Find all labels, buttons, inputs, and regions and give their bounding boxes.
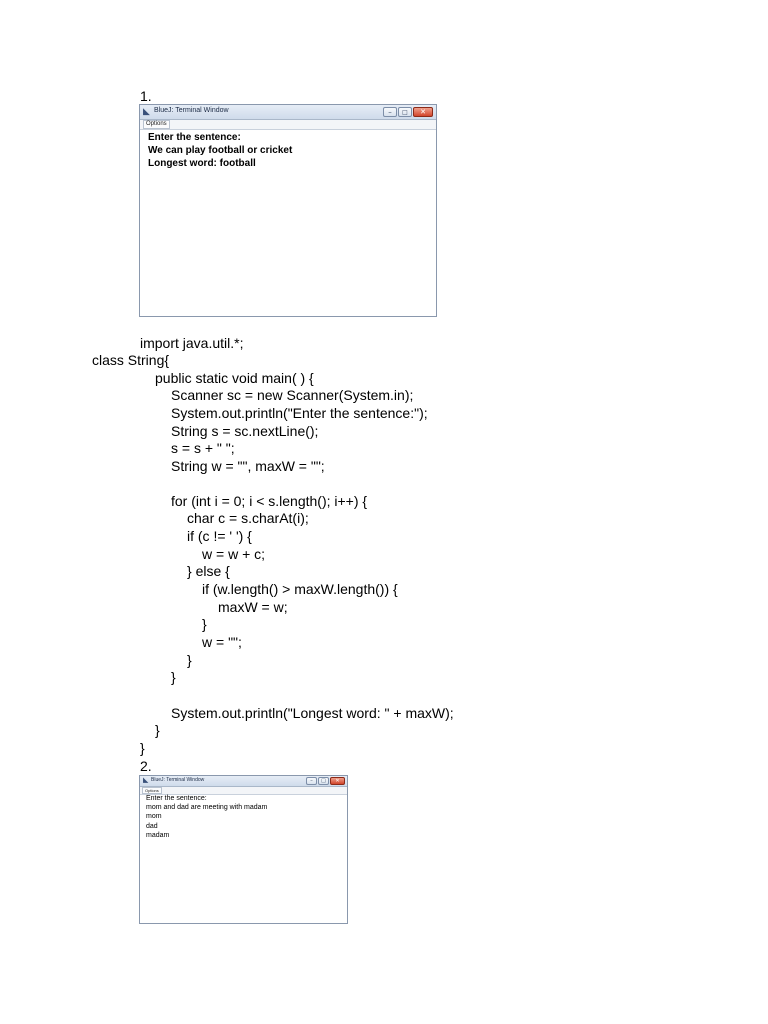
- output-line: Enter the sentence:: [146, 795, 207, 802]
- code-line: String s = sc.nextLine();: [171, 423, 319, 439]
- item-number-1: 1.: [140, 88, 152, 104]
- code-line: public static void main( ) {: [155, 370, 314, 386]
- output-line: mom: [146, 813, 162, 820]
- code-line: import java.util.*;: [140, 335, 244, 351]
- code-line: System.out.println("Enter the sentence:");: [171, 405, 428, 421]
- code-line: Scanner sc = new Scanner(System.in);: [171, 387, 414, 403]
- window-title: BlueJ: Terminal Window: [154, 107, 229, 114]
- terminal-window-2: [139, 775, 348, 924]
- close-icon[interactable]: ✕: [330, 777, 345, 785]
- maximize-icon[interactable]: □: [318, 777, 329, 785]
- code-line: }: [140, 740, 145, 756]
- output-line: Enter the sentence:: [148, 132, 241, 143]
- close-icon[interactable]: ✕: [413, 107, 433, 117]
- output-line: dad: [146, 823, 158, 830]
- output-line: Longest word: football: [148, 158, 256, 169]
- title-bar[interactable]: [140, 105, 436, 120]
- maximize-icon[interactable]: □: [398, 107, 412, 117]
- code-line: if (w.length() > maxW.length()) {: [202, 581, 398, 597]
- code-line: class String{: [92, 352, 170, 368]
- output-line: mom and dad are meeting with madam: [146, 804, 268, 811]
- item-number-2: 2.: [140, 758, 152, 774]
- code-line: }: [171, 669, 176, 685]
- code-line: maxW = w;: [218, 599, 288, 615]
- title-bar[interactable]: [140, 776, 347, 787]
- minimize-icon[interactable]: –: [306, 777, 317, 785]
- code-line: }: [187, 652, 192, 668]
- window-title: BlueJ: Terminal Window: [151, 777, 205, 783]
- code-line: String w = "", maxW = "";: [171, 458, 325, 474]
- code-line: if (c != ' ') {: [187, 528, 252, 544]
- terminal-window-1: [139, 104, 437, 317]
- menu-options[interactable]: Options: [142, 787, 162, 794]
- code-line: w = w + c;: [202, 546, 266, 562]
- code-line: char c = s.charAt(i);: [187, 510, 309, 526]
- bluej-app-icon: ◣: [143, 106, 150, 116]
- code-line: } else {: [187, 563, 230, 579]
- code-line: System.out.println("Longest word: " + maxW);: [171, 705, 454, 721]
- code-line: }: [155, 722, 160, 738]
- code-line: }: [202, 616, 207, 632]
- code-line: w = "";: [202, 634, 242, 650]
- output-line: We can play football or cricket: [148, 145, 293, 156]
- terminal-output-2: [140, 795, 347, 923]
- terminal-output-1: [140, 130, 436, 316]
- bluej-app-icon: ◣: [143, 777, 149, 784]
- code-line: s = s + " ";: [171, 440, 235, 456]
- output-line: madam: [146, 832, 170, 839]
- code-line: for (int i = 0; i < s.length(); i++) {: [171, 493, 368, 509]
- menu-options[interactable]: Options: [143, 120, 170, 129]
- minimize-icon[interactable]: –: [383, 107, 397, 117]
